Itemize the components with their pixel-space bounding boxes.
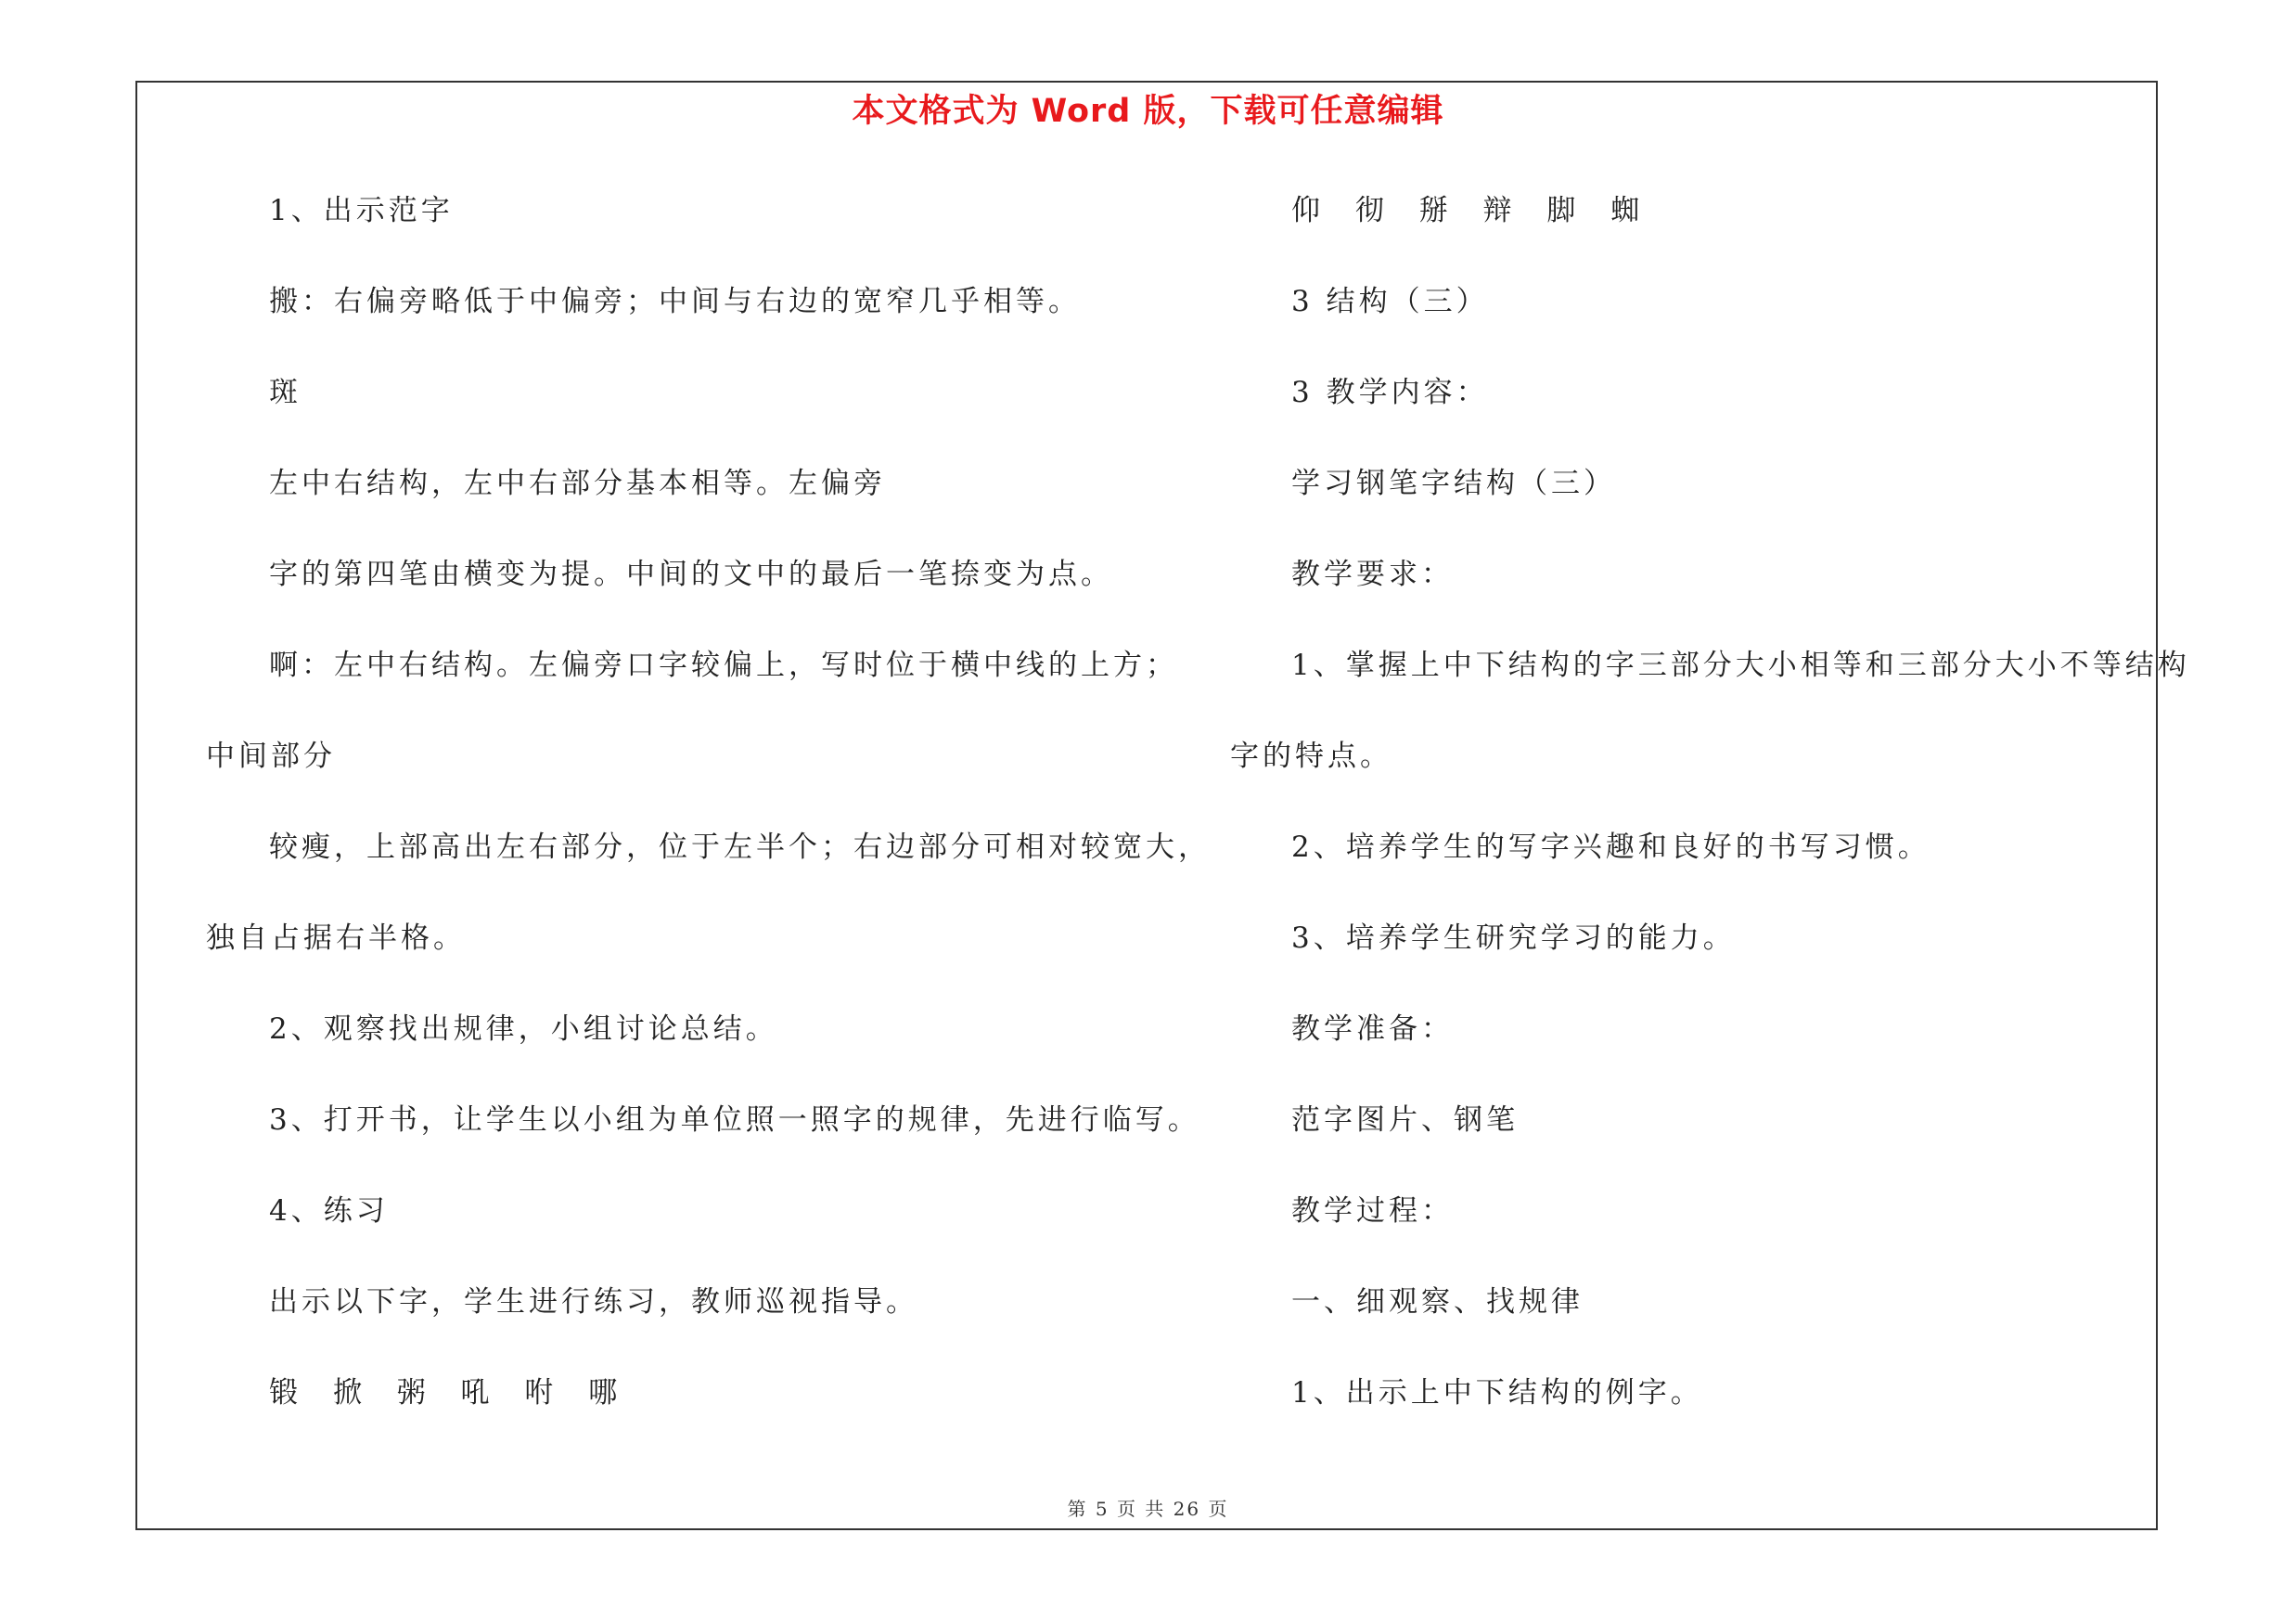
paragraph: 学习钢笔字结构（三） — [1291, 467, 1616, 500]
paragraph: 2、观察找出规律，小组讨论总结。 — [269, 1012, 778, 1046]
paragraph: 中间部分 — [206, 740, 336, 773]
paragraph: 搬：右偏旁略低于中偏旁；中间与右边的宽窄几乎相等。 — [269, 285, 1081, 318]
paragraph: 教学过程： — [1291, 1194, 1454, 1228]
paragraph: 独自占据右半格。 — [206, 921, 466, 955]
paragraph: 较瘦，上部高出左右部分，位于左半个；右边部分可相对较宽大， — [269, 831, 1211, 864]
paragraph: 字的特点。 — [1230, 740, 1392, 773]
paragraph: 一、细观察、找规律 — [1291, 1285, 1584, 1319]
paragraph: 4、练习 — [269, 1194, 389, 1228]
paragraph: 斑 — [269, 376, 301, 409]
paragraph: 仰 彻 掰 辩 脚 蜘 — [1291, 194, 1653, 227]
paragraph: 3 结构（三） — [1291, 285, 1489, 318]
paragraph: 字的第四笔由横变为提。中间的文中的最后一笔捺变为点。 — [269, 558, 1113, 591]
paragraph: 1、掌握上中下结构的字三部分大小相等和三部分大小不等结构 — [1291, 649, 2190, 682]
paragraph: 1、出示范字 — [269, 194, 454, 227]
word-format-banner: 本文格式为 Word 版，下载可任意编辑 — [852, 93, 1444, 130]
paragraph: 左中右结构，左中右部分基本相等。左偏旁 — [269, 467, 886, 500]
paragraph: 啊：左中右结构。左偏旁口字较偏上，写时位于横中线的上方； — [269, 649, 1178, 682]
paragraph: 3 教学内容： — [1291, 376, 1489, 409]
paragraph: 1、出示上中下结构的例字。 — [1291, 1376, 1703, 1410]
paragraph: 3、打开书，让学生以小组为单位照一照字的规律，先进行临写。 — [269, 1103, 1200, 1137]
paragraph: 3、培养学生研究学习的能力。 — [1291, 921, 1736, 955]
page-number-footer: 第 5 页 共 26 页 — [1067, 1498, 1229, 1520]
paragraph: 范字图片、钢笔 — [1291, 1103, 1519, 1137]
paragraph: 教学准备： — [1291, 1012, 1454, 1046]
paragraph: 教学要求： — [1291, 558, 1454, 591]
paragraph: 2、培养学生的写字兴趣和良好的书写习惯。 — [1291, 831, 1930, 864]
paragraph: 锻 掀 粥 吼 咐 哪 — [269, 1376, 631, 1410]
paragraph: 出示以下字，学生进行练习，教师巡视指导。 — [269, 1285, 918, 1319]
